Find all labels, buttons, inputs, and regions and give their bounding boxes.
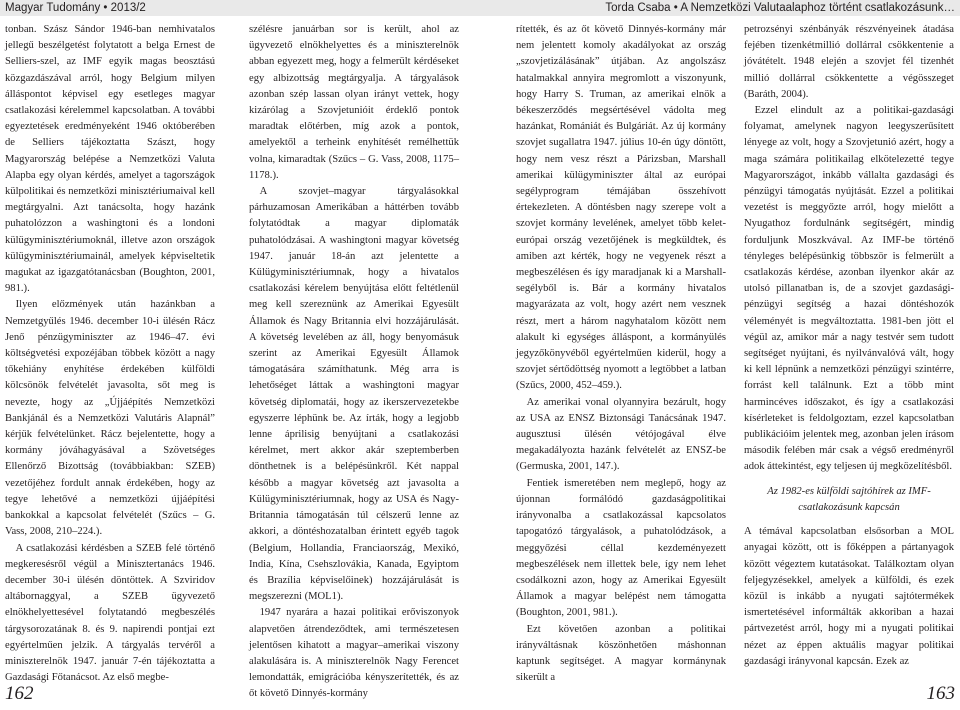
paragraph: Ezzel elindult az a politikai-gazdasági folyamat, amelynek nagyon leegyszerűsített lényege az volt, hogy a Szovjetunió azért, hogy a maga számára politikailag elkötelezetté tegye Magyarországot, inkább vállalta gazdasági és pénzügyi támogatás nyújtását. Ezzel a politikai vezetést is meggyőzte arról, hogy mielőtt a Nyugathoz fordulnánk segítségért, mindig forduljunk Moszkvával. Az IMF-be történő tényleges belépésünkig többször is felmerült a csatlakozás kérdése, azonban ilyenkor akár az utolsó pillanatban is, de a szovjet gazdasági-pénzügyi segítség a hazai döntéshozók véleményét is megváltoztatta. 1981-ben jött el végül az, amikor már a nagy testvér sem tudott segítséget nyújtani, és nyilvánvalóvá vált, hogy ki kell lépnünk a nemzetközi pénzügyi szintérre, forrást kell találnunk. Ezt a több mint harmincéves időszakot, és így a csatlakozási kísérleteket is feldolgoztam, ezzel kapcsolatban publikációim jelentek meg, azonban jelen írásom második felében már csak a végső eredményről adok áttekintést, egy teljesen új megközelítésből. (744, 105, 954, 473)
paragraph: Fentiek ismeretében nem meglepő, hogy az újonnan formálódó gazdaságpolitikai irányvonalba a csatlakozással kapcsolatos tapogatózó tárgyalások, a puhatolódzások, a meggyőzési céllal kezdeményezett megbeszélések nem illettek bele, így nem lehet csodálkozni azon, hogy az Amerikai Egyesült Államok a magyar belépést nem támogatta (Boughton, 2001, 981.). (516, 477, 726, 619)
paragraph: Ezt követően azonban a politikai irányváltásnak köszönhetően máshonnan kaptunk segítséget. A magyar kormánynak sikerült a (516, 623, 726, 684)
page-number-left: 162 (5, 683, 34, 704)
paragraph: petrozsényi szénbányák részvényeinek átadása fejében tizenkétmillió dollárral csökkentenie a jóvátételt. 1948 elején a szovjet fél tizenhét millió dollárral csökkentette a végösszeget (Baráth, 2004). (744, 24, 954, 100)
paragraph: tonban. Szász Sándor 1946-ban nemhivatalos jellegű beszélgetést folytatott a belga Ernest de Selliers-szel, az IMF egyik magas beosztású közgazdászával arról, hogy Belgium milyen álláspontot képvisel egy esetleges magyar csatlakozási kérelemmel kapcsolatban. A további egyeztetések eredményeként 1946 októberében de Selliers tájékoztatta Szászt, hogy Magyarország belépése a Nemzetközi Valuta Alapba egy olyan kérdés, amelyet a tagországok külpolitikai és nemzetközi minisztériumaival kell megtárgyalni. Azt tanácsolta, hogy hazánk puhatolózzon a washingtoni és a londoni külügyminisztériumoknál, illetve azon országok külügyminisztériumainál, amelyek képviseltetik magukat az igazgatótanácsban (Boughton, 2001, 981.). (5, 24, 215, 295)
paragraph: A szovjet–magyar tárgyalásokkal párhuzamosan Amerikában a háttérben tovább folytatódtak a magyar diplomaták puhatolódzásai. A washingtoni magyar követség 1947. január 18-án azt jelentette a Külügyminisztériumnak, hogy a hivatalos csatlakozási kérelem benyújtása előtt feltétlenül meg kell szereznünk az Amerikai Egyesült Államok és Nagy Britannia elvi hozzájárulását. A követség levelében az áll, hogy benyomásuk szerint az Amerikai Egyesült Államok támogatására számíthatunk. Még arra is lehetőséget láttak a washingtoni magyar követség diplomatái, hogy az ikerszervezetekbe egyszerre léphünk be. Az írták, hogy a legjobb lenne áprilisig benyújtani a csatlakozási kérelmet, mert akkor akár szeptemberben dönthetnek is a belépésünkről. Két nappal később a magyar követség azt javasolta a Külügyminisztériumnak, hogy az USA és Nagy-Britannia támogatásán túl célszerű lenne az akkori, a döntéshozatalban érintett egyéb tagok (Belgium, Hollandia, Franciaország, Mexikó, India, Kína, Csehszlovákia, Kanada, Egyiptom és Brazília képviselőinek) hozzájárulását is megszerezni (MOL1). (249, 186, 459, 603)
left-column-1 (5, 22, 215, 684)
left-column-2 (249, 22, 459, 700)
running-head-left: Magyar Tudomány • 2013/2 (0, 0, 480, 16)
right-column-1 (516, 22, 726, 684)
paragraph: A témával kapcsolatban elsősorban a MOL anyagai között, ott is főképpen a pártanyagok között végeztem kutatásokat. Találkoztam olyan feljegyzésekkel, amelyek a külföldi, és ezek közül is inkább a nyugati sajtótermékek ismertetésével informálták akkoriban a hazai pártvezetést arról, hogy mi a nyugati politikai nézet az éppen aktuális magyar politikai gazdasági irányvonal kapcsán. Ezek az (744, 526, 954, 667)
right-column-2 (744, 22, 954, 672)
paragraph: 1947 nyarára a hazai politikai erőviszonyok alapvetően átrendeződtek, ami természetesen jelentősen kihatott a magyar–amerikai viszony alakulására is. A miniszterelnök Nagy Ferencet lemondatták, emigrációba kényszerítették, és az őt követő Dinnyés-kormány (249, 607, 459, 700)
section-subheading: Az 1982-es külföldi sajtóhírek az IMF-csatlakozásunk kapcsán (767, 485, 931, 513)
paragraph: Az amerikai vonal olyannyira bezárult, hogy az USA az ENSZ Biztonsági Tanácsának 1947. augusztusi ülésén vétójogával élve megakadályozta hazánk felvételét az ENSZ-be (Germuska, 2001, 147.). (516, 396, 726, 473)
right-page (480, 0, 960, 710)
paragraph: A csatlakozási kérdésben a SZEB felé történő megkeresésről végül a Minisztertanács 1946. december 30-i ülésén döntöttek. A Szviridov altábornaggyal, a SZEB ügyvezető elnökhelyettesével folytatandó megbeszélés tárgysorozatának 8. és 9. napirendi pontjai ezt egyértelműen jelzik. A tárgyalás tervéről a miniszterelnök 1947. január 7-én tájékoztatta a Gazdasági Főtanácsot. Az első megbe- (5, 542, 215, 684)
page-number-right: 163 (926, 683, 955, 704)
paragraph: rítették, és az őt követő Dinnyés-kormány már nem jelentett komoly akadályokat az ország „szovjetizálásának” útjában. Az angolszász hatalmakkal annyira megromlott a viszonyunk, hogy Harry S. Truman, az amerikai elnök a békeszerződés megsértésével vádolta meg hazánkat, Romániát és Bulgáriát. Az új kormány szovjet sugallatra 1947. július 10-én úgy döntött, hogy nem vesz részt a Párizsban, Marshall amerikai külügyminiszter által az európai segélyprogram témájában összehívott értekezleten. A döntésben nagy szerepe volt a szovjet kormány levelének, amelyet több kelet-európai ország vezetőjének is megküldtek, és amiben azt kérték, hogy ne vegyenek részt a megbeszélésen és így maradjanak ki a Marshall-segélyből is. Bár a kormány hivatalos magyarázata az volt, hogy azért nem vesznek részt, mert a három nagyhatalom között nem alakult ki egységes álláspont, a kormányülés jegyzőkönyvéből egyértelműen kiderül, hogy a szovjet sértődöttség nyomott a legtöbbet a latban (Szűcs, 2000, 452–459.). (516, 24, 726, 392)
running-head-right: Torda Csaba • A Nemzetközi Valutaalaphoz történt csatlakozásunk… (480, 0, 960, 16)
paragraph: Ilyen előzmények után hazánkban a Nemzetgyűlés 1946. december 10-i ülésén Rácz Jenő pénzügyminiszter az 1946–47. évi költségvetési expozéjában többek között a nagy tőkehiány enyhítése érdekében külföldi kölcsönök felvételét javasolta, sőt meg is nevezte, hogy az „Újjáépítés Nemzetközi Bankjánál és a Nemzetközi Valutáris Alapnál” kérjük felvételünket. Rácz bejelentette, hogy a kormány jóváhagyásával a Szövetséges Ellenőrző Bizottság (továbbiakban: SZEB) vezetőjéhez fordult annak érdekében, hogy az tegye lehetővé a nemzetközi újjáépítési bankokkal a kapcsolat felvételét (Szűcs – G. Vass, 2008, 210–224.). (5, 299, 215, 538)
paragraph: szélésre januárban sor is került, ahol az ügyvezető elnökhelyettes és a miniszterelnök abban egyezett meg, hogy a felmerült kérdéseket egy albizottság megtárgyalja. A tárgyalások azonban szép lassan olyan irányt vettek, hogy kizárólag a Szovjetunióit érdeklő pontok maradtak előtérben, míg azok a pontok, amelyektől a terheink enyhítését remélhettük volna, kimaradtak (Szűcs – G. Vass, 2008, 1175–1178.). (249, 24, 459, 181)
